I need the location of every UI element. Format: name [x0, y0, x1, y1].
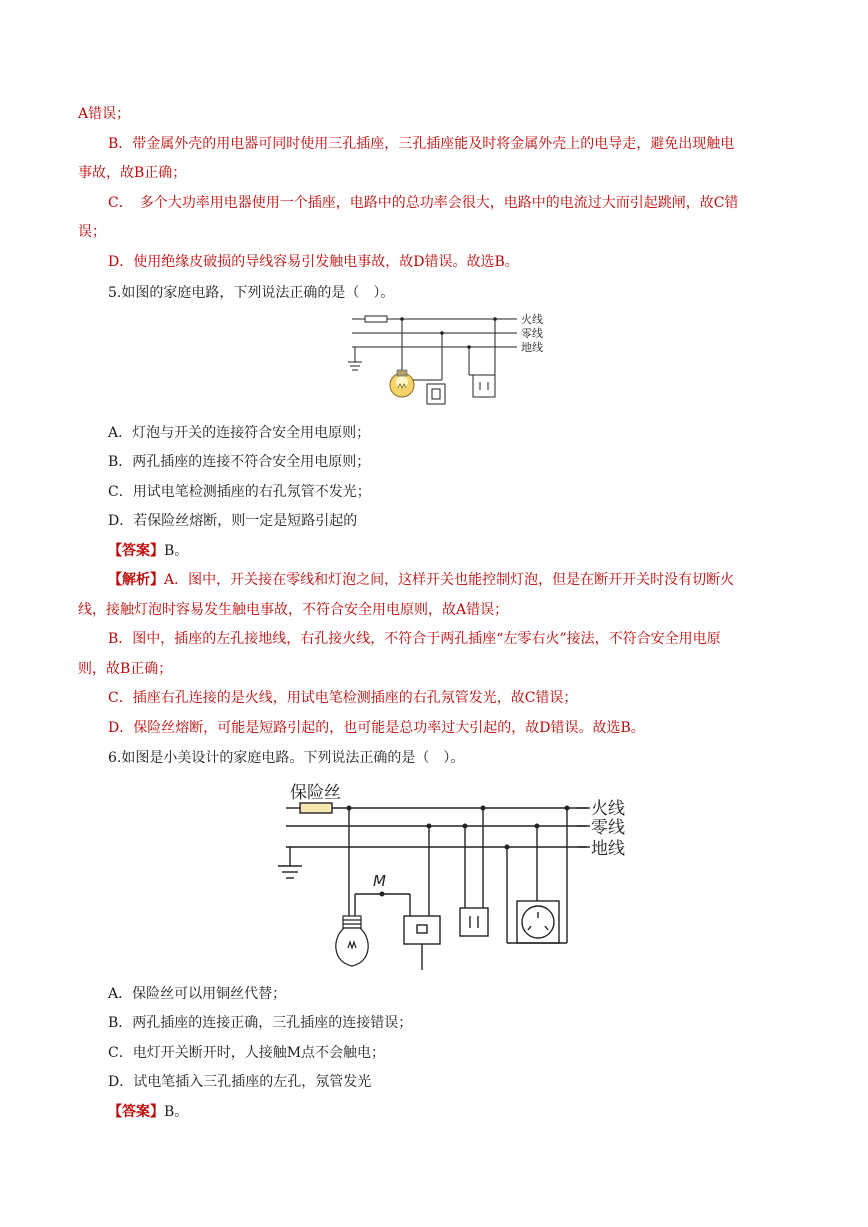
q5-analysis-line3: B．图中，插座的左孔接地线，右孔接火线，不符合于两孔插座“左零右火”接法，不符合安全用电原 — [108, 631, 721, 647]
prev-b-line1: B．带金属外壳的用电器可同时使用三孔插座，三孔插座能及时将金属外壳上的电导走，避免出现触电 — [108, 136, 735, 152]
q6-label-ground: 地线 — [591, 839, 625, 859]
bulb-icon — [336, 916, 368, 966]
q6-label-fuse: 保险丝 — [290, 783, 341, 803]
prev-d: D．使用绝缘皮破损的导线容易引发触电事故，故D错误。故选B。 — [108, 254, 519, 270]
q5-analysis-line6: D．保险丝熔断，可能是短路引起的，也可能是总功率过大引起的，故D错误。故选B。 — [108, 720, 645, 736]
q5-analysis-line1 — [108, 570, 734, 590]
q5-option-b: B．两孔插座的连接不符合安全用电原则； — [108, 454, 371, 470]
q5-circuit-figure — [345, 308, 560, 408]
q6-answer-value: B。 — [164, 1104, 189, 1120]
q5-analysis-line2: 线，接触灯泡时容易发生触电事故，不符合安全用电原则，故A错误； — [78, 602, 509, 618]
q6-option-a: A．保险丝可以用铜丝代替； — [108, 986, 287, 1002]
prev-c-line2: 误； — [78, 224, 106, 240]
q5-label-ground: 地线 — [521, 341, 543, 354]
q5-option-d: D．若保险丝熔断，则一定是短路引起的 — [108, 513, 358, 529]
q6-label-live: 火线 — [591, 799, 625, 819]
q5-analysis-text1: A．图中，开关接在零线和灯泡之间，这样开关也能控制灯泡，但是在断开开关时没有切断火 — [164, 572, 735, 588]
bulb-icon — [390, 370, 414, 397]
prev-a-tail: A错误； — [78, 106, 131, 122]
q5-analysis-line4: 则，故B正确； — [78, 661, 173, 677]
q5-label-live: 火线 — [521, 313, 543, 326]
q5-analysis-tag: 【解析】 — [108, 572, 164, 588]
q6-label-point-m: M — [373, 872, 386, 890]
q6-option-b: B．两孔插座的连接正确，三孔插座的连接错误； — [108, 1015, 413, 1031]
q5-stem: 5.如图的家庭电路，下列说法正确的是（ ）。 — [108, 285, 395, 301]
q5-answer — [108, 541, 188, 561]
q6-answer — [108, 1102, 188, 1122]
q6-option-c: C．电灯开关断开时，人接触M点不会触电； — [108, 1045, 386, 1061]
q5-analysis-line5: C．插座右孔连接的是火线，用试电笔检测插座的右孔氖管发光，故C错误； — [108, 690, 578, 706]
q5-answer-tag: 【答案】 — [108, 543, 164, 559]
q6-option-d: D．试电笔插入三孔插座的左孔，氖管发光 — [108, 1074, 372, 1090]
q5-option-a: A．灯泡与开关的连接符合安全用电原则； — [108, 425, 371, 441]
q6-answer-tag: 【答案】 — [108, 1104, 164, 1120]
prev-b-line2: 事故，故B正确； — [78, 165, 187, 181]
prev-c-line1: C． 多个大功率用电器使用一个插座，电路中的总功率会很大，电路中的电流过大而引起跳闸，故C错 — [108, 195, 739, 211]
q5-option-c: C．用试电笔检测插座的右孔氖管不发光； — [108, 484, 371, 500]
q5-answer-value: B。 — [164, 543, 189, 559]
q6-circuit-figure — [272, 776, 632, 976]
q6-label-neutral: 零线 — [591, 818, 625, 838]
q6-stem: 6.如图是小美设计的家庭电路。下列说法正确的是（ ）。 — [108, 750, 465, 766]
q5-label-neutral: 零线 — [521, 327, 543, 340]
